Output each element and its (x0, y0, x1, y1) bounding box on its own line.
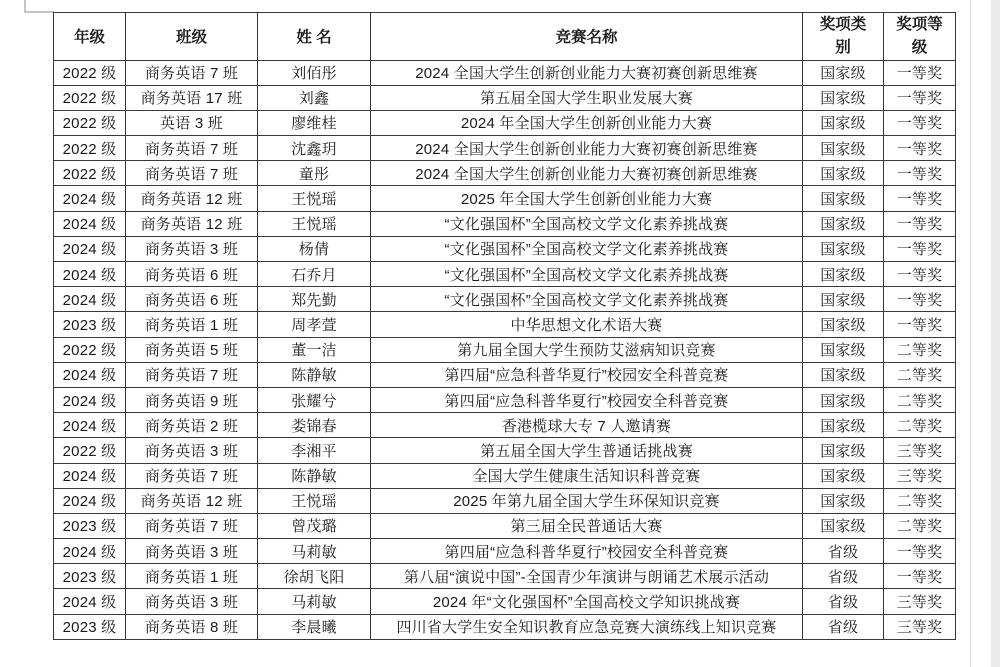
table-row (54, 614, 956, 639)
cell-class: 英语 3 班 (126, 110, 258, 135)
cell-name: 王悦瑶 (258, 488, 371, 513)
cell-grade: 2022 级 (54, 110, 126, 135)
cell-award-level: 一等奖 (884, 161, 956, 186)
cell-award-category: 国家级 (803, 136, 884, 161)
cell-name: 王悦瑶 (258, 186, 371, 211)
cell-name: 童彤 (258, 161, 371, 186)
cell-grade: 2022 级 (54, 337, 126, 362)
cell-name: 马莉敏 (258, 539, 371, 564)
cell-competition: 2025 年第九届全国大学生环保知识竞赛 (371, 488, 803, 513)
cell-grade: 2022 级 (54, 85, 126, 110)
cell-award-category: 国家级 (803, 85, 884, 110)
cell-name: 曾茂璐 (258, 513, 371, 538)
cell-name: 郑先勤 (258, 287, 371, 312)
cell-name: 陈静敏 (258, 463, 371, 488)
cell-award-level: 一等奖 (884, 136, 956, 161)
cell-grade: 2024 级 (54, 589, 126, 614)
cell-competition: 2025 年全国大学生创新创业能力大赛 (371, 186, 803, 211)
cell-grade: 2024 级 (54, 236, 126, 261)
cell-grade: 2023 级 (54, 614, 126, 639)
cell-name: 杨倩 (258, 236, 371, 261)
table-row (54, 312, 956, 337)
cell-name: 刘佰彤 (258, 60, 371, 85)
cell-award-category: 国家级 (803, 262, 884, 287)
cell-award-category: 国家级 (803, 211, 884, 236)
cell-award-category: 国家级 (803, 438, 884, 463)
cell-grade: 2023 级 (54, 312, 126, 337)
cell-award-category: 国家级 (803, 60, 884, 85)
table-row (54, 413, 956, 438)
cell-class: 商务英语 17 班 (126, 85, 258, 110)
cell-award-level: 二等奖 (884, 387, 956, 412)
column-header-award-category (803, 13, 884, 61)
cell-competition: 四川省大学生安全知识教育应急竞赛大演练线上知识竞赛 (371, 614, 803, 639)
cell-grade: 2024 级 (54, 463, 126, 488)
cell-competition: 第四届“应急科普华夏行”校园安全科普竞赛 (371, 387, 803, 412)
cell-grade: 2023 级 (54, 513, 126, 538)
column-header-label: 姓 名 (296, 29, 332, 47)
table-row (54, 136, 956, 161)
cell-class: 商务英语 7 班 (126, 463, 258, 488)
column-header-name (258, 13, 371, 61)
cell-grade: 2024 级 (54, 387, 126, 412)
cell-name: 马莉敏 (258, 589, 371, 614)
table-row (54, 186, 956, 211)
cell-name: 周孝萱 (258, 312, 371, 337)
cell-class: 商务英语 3 班 (126, 539, 258, 564)
cell-award-level: 二等奖 (884, 337, 956, 362)
cell-award-level: 一等奖 (884, 211, 956, 236)
cell-name: 王悦瑶 (258, 211, 371, 236)
cell-name: 徐胡飞阳 (258, 564, 371, 589)
cell-award-level: 一等奖 (884, 186, 956, 211)
cell-competition: 第八届“演说中国”-全国青少年演讲与朗诵艺术展示活动 (371, 564, 803, 589)
table-row (54, 60, 956, 85)
column-header-grade (54, 13, 126, 61)
table-row (54, 161, 956, 186)
cell-competition: 2024 全国大学生创新创业能力大赛初赛创新思维赛 (371, 161, 803, 186)
header-row (54, 13, 956, 61)
cell-name: 娄锦春 (258, 413, 371, 438)
table-row (54, 85, 956, 110)
cell-name: 廖维桂 (258, 110, 371, 135)
cell-award-level: 一等奖 (884, 60, 956, 85)
column-header-label: 年级 (73, 29, 105, 47)
cell-grade: 2024 级 (54, 262, 126, 287)
cell-class: 商务英语 1 班 (126, 312, 258, 337)
cell-class: 商务英语 7 班 (126, 136, 258, 161)
cell-award-level: 三等奖 (884, 438, 956, 463)
column-header-label: 奖项类别 (819, 16, 867, 57)
table-row (54, 262, 956, 287)
cell-award-category: 国家级 (803, 387, 884, 412)
cell-award-category: 省级 (803, 539, 884, 564)
page-right-edge-line (970, 0, 971, 667)
cell-award-category: 国家级 (803, 513, 884, 538)
cell-competition: 第五届全国大学生职业发展大赛 (371, 85, 803, 110)
cell-award-category: 省级 (803, 614, 884, 639)
column-header-competition (371, 13, 803, 61)
cell-award-level: 一等奖 (884, 110, 956, 135)
cell-award-category: 国家级 (803, 110, 884, 135)
cell-award-level: 三等奖 (884, 614, 956, 639)
cell-class: 商务英语 7 班 (126, 161, 258, 186)
cell-award-category: 国家级 (803, 161, 884, 186)
cell-grade: 2022 级 (54, 136, 126, 161)
cell-class: 商务英语 3 班 (126, 589, 258, 614)
cell-award-category: 国家级 (803, 337, 884, 362)
cell-award-level: 二等奖 (884, 362, 956, 387)
cell-award-level: 一等奖 (884, 539, 956, 564)
table-row (54, 110, 956, 135)
table-row (54, 564, 956, 589)
column-header-award-level (884, 13, 956, 61)
cell-class: 商务英语 5 班 (126, 337, 258, 362)
table-row (54, 236, 956, 261)
cell-class: 商务英语 7 班 (126, 513, 258, 538)
table-row (54, 337, 956, 362)
cell-class: 商务英语 12 班 (126, 211, 258, 236)
cell-grade: 2022 级 (54, 438, 126, 463)
cell-competition: 第九届全国大学生预防艾滋病知识竞赛 (371, 337, 803, 362)
cell-class: 商务英语 6 班 (126, 287, 258, 312)
cell-name: 刘鑫 (258, 85, 371, 110)
cell-award-category: 国家级 (803, 236, 884, 261)
column-header-label: 班级 (175, 29, 207, 47)
table-row (54, 463, 956, 488)
table-row (54, 539, 956, 564)
cell-grade: 2023 级 (54, 564, 126, 589)
cell-award-level: 二等奖 (884, 513, 956, 538)
cell-competition: 第四届“应急科普华夏行”校园安全科普竞赛 (371, 539, 803, 564)
cell-award-level: 二等奖 (884, 413, 956, 438)
cell-grade: 2024 级 (54, 287, 126, 312)
cell-competition: 第五届全国大学生普通话挑战赛 (371, 438, 803, 463)
cell-award-category: 国家级 (803, 287, 884, 312)
cell-award-category: 省级 (803, 564, 884, 589)
cell-competition: “文化强国杯”全国高校文学文化素养挑战赛 (371, 211, 803, 236)
table-row (54, 513, 956, 538)
cell-competition: 全国大学生健康生活知识科普竞赛 (371, 463, 803, 488)
cell-class: 商务英语 6 班 (126, 262, 258, 287)
cell-grade: 2024 级 (54, 362, 126, 387)
cell-award-category: 国家级 (803, 413, 884, 438)
cell-competition: “文化强国杯”全国高校文学文化素养挑战赛 (371, 262, 803, 287)
cell-competition: 第三届全民普通话大赛 (371, 513, 803, 538)
cell-award-level: 一等奖 (884, 312, 956, 337)
table-body (54, 60, 956, 639)
cell-grade: 2024 级 (54, 186, 126, 211)
cell-class: 商务英语 9 班 (126, 387, 258, 412)
cell-class: 商务英语 2 班 (126, 413, 258, 438)
cell-competition: 第四届“应急科普华夏行”校园安全科普竞赛 (371, 362, 803, 387)
cell-award-level: 一等奖 (884, 236, 956, 261)
cell-award-level: 一等奖 (884, 85, 956, 110)
cell-competition: “文化强国杯”全国高校文学文化素养挑战赛 (371, 287, 803, 312)
cell-name: 李湘平 (258, 438, 371, 463)
student-awards-table (53, 12, 956, 640)
cell-grade: 2022 级 (54, 161, 126, 186)
cell-award-category: 国家级 (803, 488, 884, 513)
cell-name: 李晨曦 (258, 614, 371, 639)
cell-award-category: 国家级 (803, 312, 884, 337)
table-row (54, 589, 956, 614)
cell-class: 商务英语 8 班 (126, 614, 258, 639)
column-header-label: 奖项等级 (896, 16, 943, 57)
cell-name: 沈鑫玥 (258, 136, 371, 161)
table-row (54, 488, 956, 513)
table-row (54, 287, 956, 312)
cell-grade: 2024 级 (54, 539, 126, 564)
cell-name: 陈静敏 (258, 362, 371, 387)
cell-class: 商务英语 7 班 (126, 362, 258, 387)
cell-award-level: 一等奖 (884, 564, 956, 589)
cell-award-level: 三等奖 (884, 463, 956, 488)
cell-grade: 2024 级 (54, 488, 126, 513)
table-row (54, 362, 956, 387)
cell-class: 商务英语 3 班 (126, 438, 258, 463)
cell-award-level: 一等奖 (884, 287, 956, 312)
cell-competition: 2024 年“文化强国杯”全国高校文学知识挑战赛 (371, 589, 803, 614)
cell-class: 商务英语 1 班 (126, 564, 258, 589)
cell-competition: “文化强国杯”全国高校文学文化素养挑战赛 (371, 236, 803, 261)
table-row (54, 438, 956, 463)
cell-competition: 2024 全国大学生创新创业能力大赛初赛创新思维赛 (371, 136, 803, 161)
cell-competition: 2024 全国大学生创新创业能力大赛初赛创新思维赛 (371, 60, 803, 85)
cell-grade: 2024 级 (54, 413, 126, 438)
cell-competition: 中华思想文化术语大赛 (371, 312, 803, 337)
screen-right-edge-strip (991, 0, 1000, 667)
cell-award-level: 二等奖 (884, 488, 956, 513)
table-row (54, 211, 956, 236)
cell-competition: 香港榄球大专 7 人邀请赛 (371, 413, 803, 438)
cell-award-category: 国家级 (803, 463, 884, 488)
cell-class: 商务英语 12 班 (126, 488, 258, 513)
cell-award-category: 省级 (803, 589, 884, 614)
cell-class: 商务英语 7 班 (126, 60, 258, 85)
cell-award-level: 三等奖 (884, 589, 956, 614)
cell-award-category: 国家级 (803, 362, 884, 387)
cell-class: 商务英语 12 班 (126, 186, 258, 211)
cell-name: 石乔月 (258, 262, 371, 287)
column-header-class (126, 13, 258, 61)
cell-name: 张耀兮 (258, 387, 371, 412)
cell-award-level: 一等奖 (884, 262, 956, 287)
column-header-label: 竞赛名称 (555, 29, 618, 47)
cell-grade: 2022 级 (54, 60, 126, 85)
cell-name: 董一洁 (258, 337, 371, 362)
cell-competition: 2024 年全国大学生创新创业能力大赛 (371, 110, 803, 135)
cell-class: 商务英语 3 班 (126, 236, 258, 261)
table-row (54, 387, 956, 412)
cropped-row-remnant-hline (24, 11, 54, 13)
cell-grade: 2024 级 (54, 211, 126, 236)
cell-award-category: 国家级 (803, 186, 884, 211)
